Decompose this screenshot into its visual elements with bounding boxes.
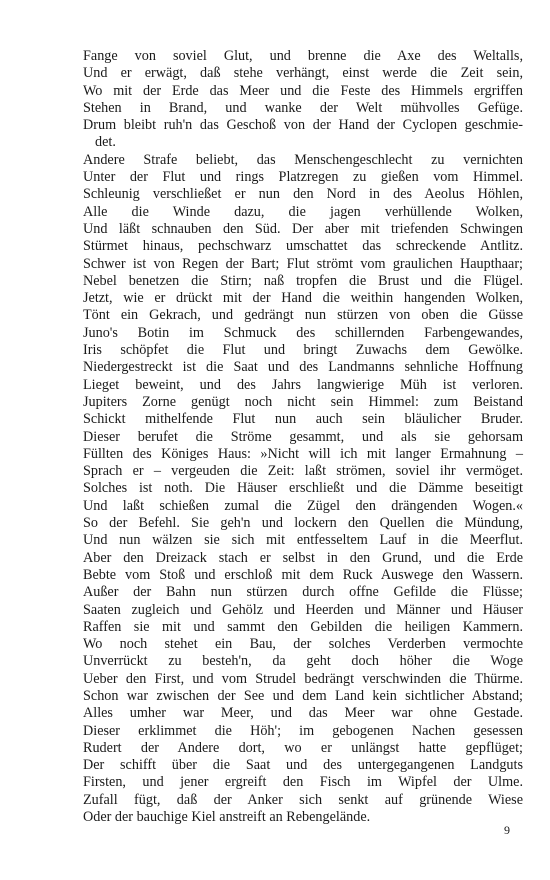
poem-line: Nebel benetzen die Stirn; naß tropfen die Brust und die Flügel. [83, 272, 523, 289]
poem-line: Schon war zwischen der See und dem Land kein sichtlicher Abstand; [83, 687, 523, 704]
poem-line: Jetzt, wie er drückt mit der Hand die weithin hangenden Wolken, [83, 290, 523, 307]
poem-line: Fange von soviel Glut, und brenne die Axe des Weltalls, [83, 48, 523, 64]
poem-line: Juno's Botin im Schmuck des schillernden Farbengewandes, [83, 324, 523, 341]
poem-line: Stehen in Brand, und wanke der Welt mühvolles Gefüge. [83, 99, 523, 116]
poem-line: So der Befehl. Sie geh'n und lockern den Quellen die Mündung, [83, 515, 523, 532]
poem-line: Lieget beweint, und des Jahrs langwierige Müh ist verloren. [83, 376, 523, 393]
poem-line: Und läßt schnauben den Süd. Der aber mit triefenden Schwingen [83, 220, 523, 237]
poem-line: Dieser berufet die Ströme gesammt, und als sie gehorsam [83, 428, 523, 445]
poem-line: Schleunig verschließet er nun den Nord in des Aeolus Höhlen, [83, 186, 523, 203]
poem-line: Jupiters Zorne genügt noch nicht sein Himmel: zum Beistand [83, 393, 523, 410]
poem-line: Wo mit der Erde das Meer und die Feste des Himmels ergriffen [83, 82, 523, 99]
poem-line: Wo noch stehet ein Bau, der solches Verderben vermochte [83, 636, 523, 653]
page-number: 9 [504, 823, 510, 837]
poem-text-block [83, 48, 523, 826]
poem-line: Solches ist noth. Die Häuser erschließt und die Dämme beseitigt [83, 480, 523, 497]
poem-line: Und laßt schießen zumal die Zügel den drängenden Wogen.« [83, 497, 523, 514]
poem-line: Niedergestreckt ist die Saat und des Landmanns sehnliche Hoffnung [83, 359, 523, 376]
poem-line: Schickt mithelfende Flut nun auch sein bläulicher Bruder. [83, 411, 523, 428]
poem-line: Bebte vom Stoß und erschloß mit dem Ruck Auswege den Wassern. [83, 566, 523, 583]
poem-line: Unter der Flut und rings Platzregen zu gießen vom Himmel. [83, 169, 523, 186]
poem-line: Außer der Bahn nun stürzen durch offne Gefilde die Flüsse; [83, 584, 523, 601]
poem-line: Unverrückt zu besteh'n, da geht doch höher die Woge [83, 653, 523, 670]
poem-line: Und er erwägt, daß stehe verhängt, einst werde die Zeit sein, [83, 65, 523, 82]
poem-line: Ueber den First, und vom Strudel bedrängt verschwinden die Thürme. [83, 670, 523, 687]
poem-line: Schwer ist von Regen der Bart; Flut strömt vom graulichen Haupthaar; [83, 255, 523, 272]
poem-line: Und nun wälzen sie sich mit entfesseltem Lauf in die Meerflut. [83, 532, 523, 549]
poem-line: Alle die Winde dazu, die jagen verhüllende Wolken, [83, 203, 523, 220]
poem-line: Tönt ein Gekrach, und gedrängt nun stürzen von oben die Güsse [83, 307, 523, 324]
poem-line: Iris schöpfet die Flut und bringt Zuwachs dem Gewölke. [83, 342, 523, 359]
poem-line: Saaten zugleich und Gehölz und Heerden und Männer und Häuser [83, 601, 523, 618]
poem-line-continuation: det. [95, 134, 116, 151]
poem-line: Rudert der Andere dort, wo er unlängst hatte gepflüget; [83, 739, 523, 756]
poem-line: Stürmet hinaus, pechschwarz umschattet das schreckende Antlitz. [83, 238, 523, 255]
poem-line: Aber den Dreizack stach er selbst in den Grund, und die Erde [83, 549, 523, 566]
poem-line: Sprach er – vergeuden die Zeit: laßt strömen, soviel ihr vermöget. [83, 463, 523, 480]
poem-line: Alles umher war Meer, und das Meer war ohne Gestade. [83, 705, 523, 722]
poem-line: Firsten, und jener ergreift den Fisch im Wipfel der Ulme. [83, 774, 523, 791]
poem-line: Dieser erklimmet die Höh'; im gebogenen Nachen gesessen [83, 722, 523, 739]
poem-line: Drum bleibt ruh'n das Geschoß von der Hand der Cyclopen geschmie- [83, 117, 523, 134]
poem-line: Andere Strafe beliebt, das Menschengeschlecht zu vernichten [83, 151, 523, 168]
poem-line: Oder der bauchige Kiel anstreift an Rebengelände. [83, 809, 371, 826]
poem-line: Füllten des Königes Haus: »Nicht will ich mit langer Ermahnung – [83, 445, 523, 462]
poem-line: Der schifft über die Saat und des untergegangenen Landguts [83, 757, 523, 774]
poem-line: Raffen sie mit und sammt den Gebilden die heiligen Kammern. [83, 618, 523, 635]
poem-line: Zufall fügt, daß der Anker sich senkt auf grünende Wiese [83, 791, 523, 808]
